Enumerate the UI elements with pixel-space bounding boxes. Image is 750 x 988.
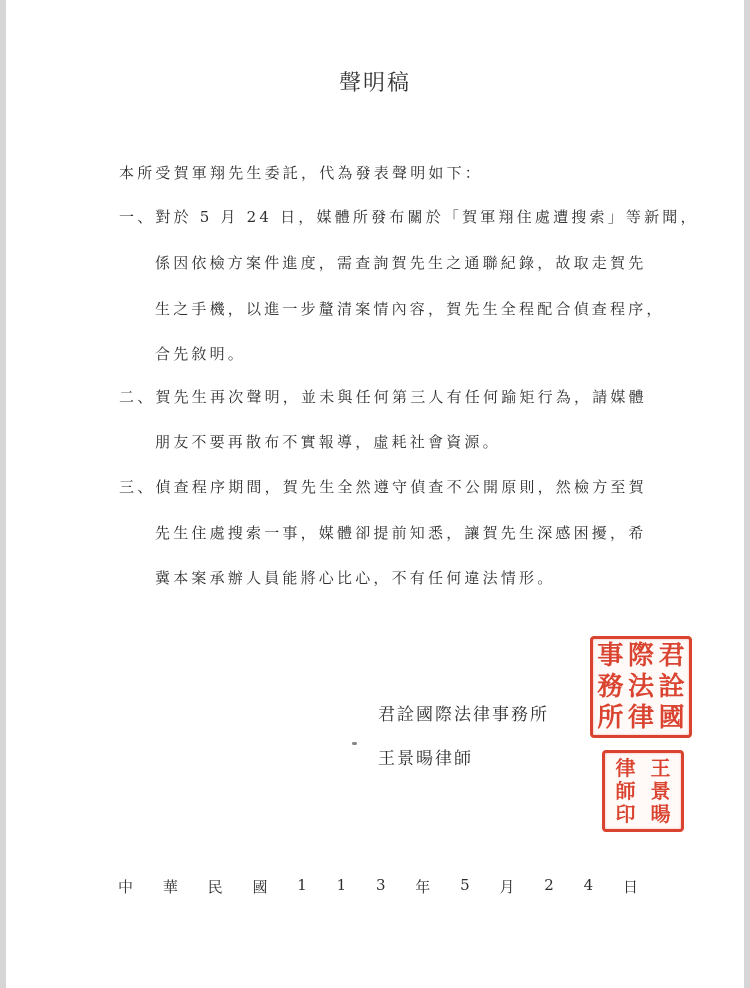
- seal-char: 暘: [650, 802, 671, 827]
- seal-char: 所: [597, 702, 624, 733]
- date-char: 5: [460, 876, 470, 894]
- item-1-line-3: 生之手機，以進一步釐清案情內容，賀先生全程配合偵查程序，: [155, 300, 665, 318]
- intro-text: 本所受賀軍翔先生委託，代為發表聲明如下：: [119, 164, 484, 182]
- date-char: 月: [499, 878, 515, 896]
- date-char: 年: [415, 878, 431, 896]
- date-char: 3: [375, 876, 386, 894]
- item-2-line-1: 二、賀先生再次聲明，並未與任何第三人有任何踰矩行為，請媒體: [119, 388, 647, 406]
- date-char: 1: [297, 876, 307, 894]
- item-3-line-1: 三、偵查程序期間，賀先生全然遵守偵查不公開原則，然檢方至賀: [119, 478, 647, 496]
- seal-char: 際: [628, 641, 655, 672]
- item-3-line-2: 先生住處搜索一事，媒體卻提前知悉，讓賀先生深感困擾，希: [155, 524, 647, 542]
- firm-seal-stamp: [590, 636, 692, 738]
- item-1-line-4: 合先敘明。: [155, 345, 247, 363]
- date-char: 國: [252, 878, 268, 896]
- paper-mark: [352, 742, 357, 745]
- date-char: 2: [544, 876, 554, 894]
- seal-char: 印: [615, 802, 636, 827]
- item-1-line-2: 係因依檢方案件進度，需查詢賀先生之通聯紀錄，故取走賀先: [155, 254, 647, 272]
- seal-char: 律: [615, 755, 636, 780]
- seal-char: 務: [597, 671, 624, 702]
- date-char: 華: [162, 878, 178, 896]
- seal-char: 國: [658, 702, 685, 733]
- document-date: [118, 876, 638, 897]
- date-char: 中: [118, 878, 134, 896]
- signature-lawyer: 王景暘律師: [378, 749, 473, 769]
- date-char: 日: [622, 878, 638, 896]
- item-2-line-2: 朋友不要再散布不實報導，虛耗社會資源。: [155, 433, 501, 451]
- lawyer-seal-stamp: [602, 750, 684, 832]
- seal-char: 景: [650, 778, 671, 803]
- seal-char: 師: [615, 778, 636, 803]
- seal-char: 君: [658, 641, 685, 672]
- date-char: 4: [583, 876, 594, 894]
- item-1-line-1: 一、對於 5 月 24 日，媒體所發布關於「賀軍翔住處遭搜索」等新聞，: [119, 208, 699, 226]
- date-char: 民: [207, 878, 223, 896]
- seal-char: 詮: [658, 671, 685, 702]
- date-char: 1: [336, 876, 347, 894]
- seal-char: 律: [628, 702, 655, 733]
- item-3-line-3: 冀本案承辦人員能將心比心，不有任何違法情形。: [155, 569, 556, 587]
- seal-char: 王: [650, 755, 671, 780]
- document-title: 聲明稿: [338, 71, 411, 96]
- seal-char: 法: [628, 671, 655, 702]
- seal-char: 事: [597, 641, 624, 672]
- signature-firm: 君詮國際法律事務所: [378, 705, 549, 725]
